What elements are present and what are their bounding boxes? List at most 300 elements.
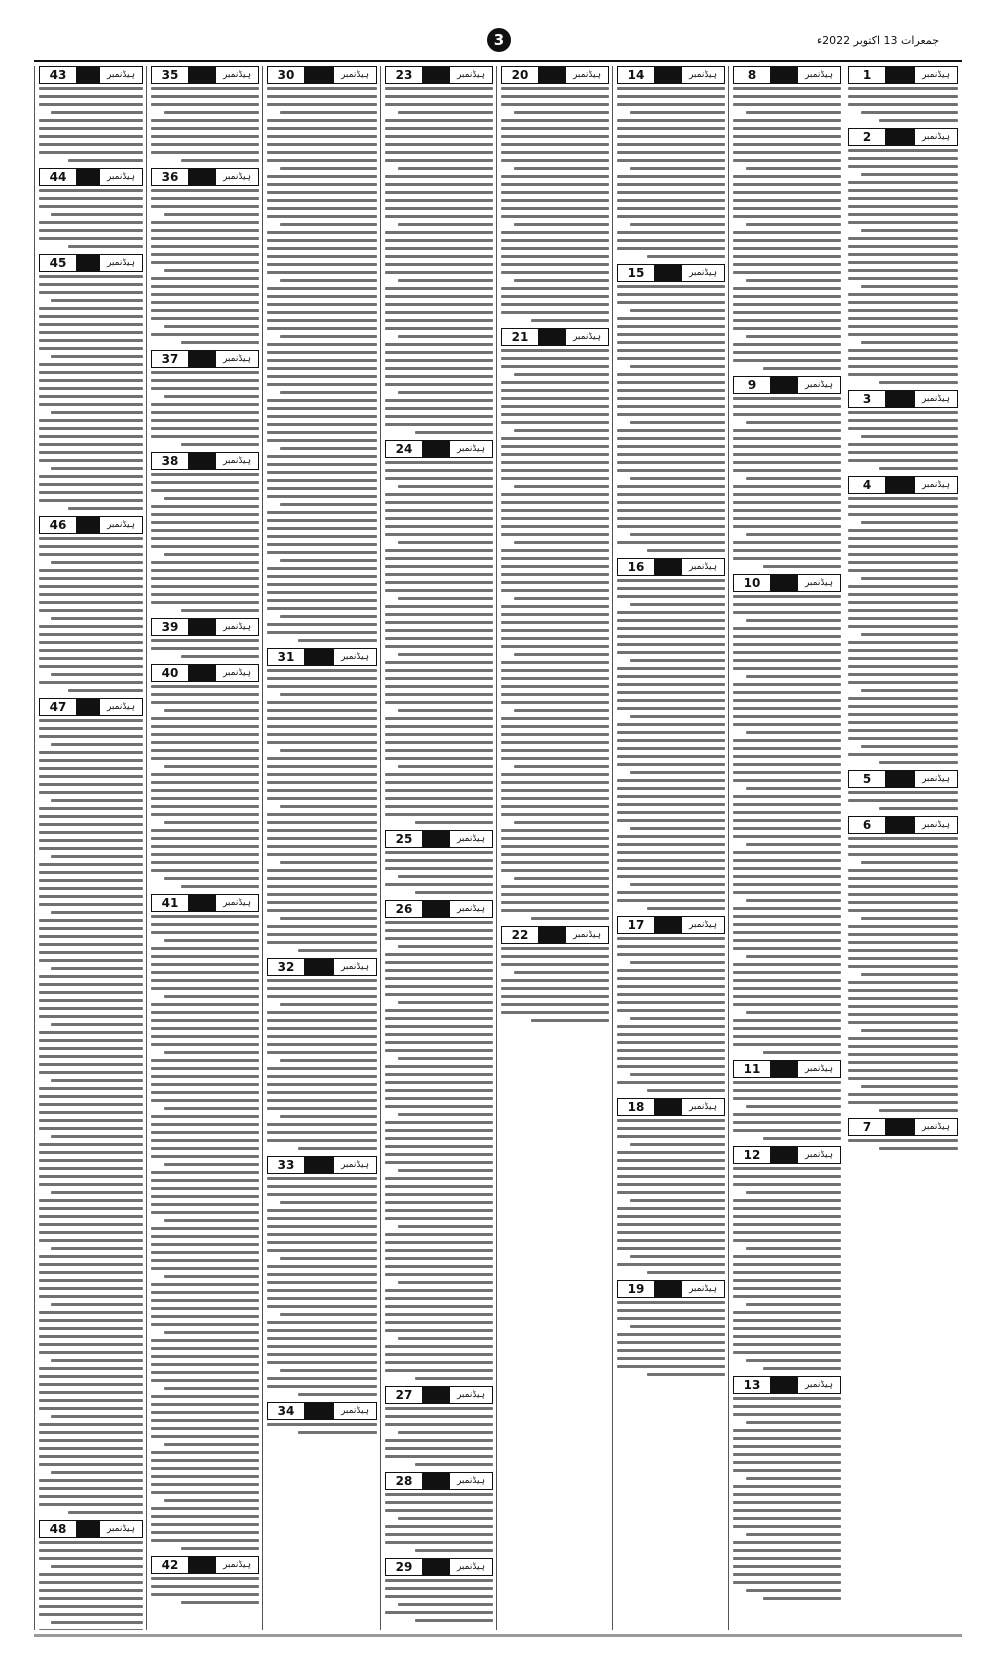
text-line [733, 1485, 841, 1488]
text-line [398, 653, 493, 656]
text-line [267, 1345, 377, 1348]
text-line [164, 877, 259, 880]
text-line [746, 223, 841, 226]
text-line [733, 603, 841, 606]
news-item-header [267, 648, 377, 666]
text-line [39, 1503, 143, 1506]
text-line [151, 1235, 259, 1238]
news-item[interactable] [267, 66, 377, 642]
text-line [501, 613, 609, 616]
text-line [151, 229, 259, 232]
text-line [298, 639, 377, 642]
text-line [630, 659, 725, 662]
text-line [514, 429, 609, 432]
text-line [267, 631, 377, 634]
item-number: 39 [152, 619, 189, 635]
text-line [848, 753, 958, 756]
text-line [267, 1067, 377, 1070]
text-line [267, 1209, 377, 1212]
text-line [501, 215, 609, 218]
text-line [267, 1131, 377, 1134]
news-item[interactable] [39, 516, 143, 692]
text-line [617, 977, 725, 980]
text-line [385, 1137, 493, 1140]
text-line [385, 1447, 493, 1450]
text-line [501, 493, 609, 496]
text-line [514, 653, 609, 656]
text-line [39, 307, 143, 310]
item-number: 20 [502, 67, 539, 83]
text-line [733, 1239, 841, 1242]
text-line [647, 255, 725, 258]
text-line [39, 553, 143, 556]
text-line [181, 885, 259, 888]
text-line [151, 1091, 259, 1094]
text-line [501, 397, 609, 400]
text-line [848, 95, 958, 98]
text-line [267, 439, 377, 442]
text-line [501, 845, 609, 848]
text-line [617, 803, 725, 806]
text-line [298, 1393, 377, 1396]
text-line [501, 405, 609, 408]
item-body-text [151, 685, 259, 888]
text-line [39, 275, 143, 278]
text-line [746, 167, 841, 170]
text-line [617, 651, 725, 654]
header-bar [655, 265, 681, 281]
news-item[interactable] [385, 1386, 493, 1466]
text-line [398, 945, 493, 948]
text-line [733, 947, 841, 950]
text-line [267, 623, 377, 626]
news-item[interactable] [733, 574, 841, 1054]
text-line [514, 111, 609, 114]
news-item[interactable] [501, 66, 609, 322]
item-number: 21 [502, 329, 539, 345]
news-item[interactable] [151, 894, 259, 1550]
news-item[interactable] [151, 618, 259, 658]
item-label: ہیڈنمبر [797, 575, 840, 591]
item-label: ہیڈنمبر [333, 649, 376, 665]
news-item-header [733, 376, 841, 394]
text-line [385, 1193, 493, 1196]
news-item[interactable] [733, 376, 841, 568]
text-line [501, 621, 609, 624]
header-bar [77, 1521, 99, 1537]
text-line [385, 605, 493, 608]
text-line [733, 683, 841, 686]
item-body-text [385, 461, 493, 824]
text-line [848, 609, 958, 612]
text-line [39, 221, 143, 224]
item-body-text [848, 497, 958, 764]
text-line [39, 935, 143, 938]
text-line [267, 191, 377, 194]
text-line [617, 587, 725, 590]
text-line [733, 931, 841, 934]
text-line [733, 1223, 841, 1226]
text-line [39, 339, 143, 342]
text-line [151, 505, 259, 508]
text-line [746, 1421, 841, 1424]
text-line [733, 651, 841, 654]
text-line [385, 725, 493, 728]
text-line [861, 1085, 958, 1088]
text-line [39, 657, 143, 660]
text-line [385, 311, 493, 314]
news-item[interactable] [151, 664, 259, 888]
text-line [385, 509, 493, 512]
text-line [151, 1259, 259, 1262]
text-line [746, 619, 841, 622]
text-line [151, 1115, 259, 1118]
text-line [647, 549, 725, 552]
text-line [267, 127, 377, 130]
text-line [617, 667, 725, 670]
text-line [39, 1327, 143, 1330]
text-line [733, 1231, 841, 1234]
news-item[interactable] [848, 816, 958, 1112]
text-line [39, 1487, 143, 1490]
text-line [617, 1057, 725, 1060]
text-line [848, 221, 958, 224]
news-item[interactable] [617, 916, 725, 1092]
text-line [848, 309, 958, 312]
text-line [385, 247, 493, 250]
item-number: 17 [618, 917, 655, 933]
news-item[interactable] [39, 698, 143, 1514]
news-item[interactable] [39, 168, 143, 248]
news-item[interactable] [733, 66, 841, 370]
news-item[interactable] [151, 168, 259, 344]
news-item[interactable] [733, 1146, 841, 1370]
news-item[interactable] [151, 1556, 259, 1604]
item-label: ہیڈنمبر [914, 129, 957, 145]
news-item[interactable] [617, 1098, 725, 1274]
text-line [267, 1249, 377, 1252]
news-item[interactable] [39, 254, 143, 510]
news-item[interactable] [501, 328, 609, 920]
item-body-text [733, 397, 841, 568]
news-item[interactable] [267, 1402, 377, 1434]
text-line [385, 1025, 493, 1028]
text-line [151, 1539, 259, 1542]
item-body-text [848, 411, 958, 470]
news-item[interactable] [385, 900, 493, 1380]
text-line [181, 1547, 259, 1550]
header-bar [539, 329, 565, 345]
item-label: ہیڈنمبر [449, 1559, 492, 1575]
text-line [617, 317, 725, 320]
item-label: ہیڈنمبر [797, 67, 840, 83]
text-line [630, 827, 725, 830]
text-line [39, 499, 143, 502]
text-line [151, 151, 259, 154]
text-line [39, 609, 143, 612]
text-line [617, 1127, 725, 1130]
text-line [733, 1541, 841, 1544]
text-line [848, 933, 958, 936]
text-line [617, 373, 725, 376]
text-line [151, 947, 259, 950]
text-line [385, 1329, 493, 1332]
text-line [879, 119, 958, 122]
text-line [733, 803, 841, 806]
item-body-text [267, 87, 377, 642]
news-item[interactable] [39, 66, 143, 162]
text-line [267, 1011, 377, 1014]
text-line [151, 1067, 259, 1070]
text-line [151, 1243, 259, 1246]
text-line [280, 861, 377, 864]
text-line [267, 207, 377, 210]
news-item[interactable] [267, 958, 377, 1150]
text-line [267, 591, 377, 594]
news-item[interactable] [39, 1520, 143, 1630]
text-line [514, 765, 609, 768]
news-item[interactable] [617, 264, 725, 552]
text-line [848, 909, 958, 912]
text-line [385, 207, 493, 210]
header-bar [77, 517, 99, 533]
text-line [151, 1339, 259, 1342]
header-bar [655, 67, 681, 83]
news-item[interactable] [385, 830, 493, 894]
text-line [267, 103, 377, 106]
text-line [733, 1183, 841, 1186]
text-line [39, 719, 143, 722]
text-line [733, 151, 841, 154]
text-line [267, 583, 377, 586]
item-number: 30 [268, 67, 305, 83]
text-line [68, 159, 143, 162]
text-line [879, 1147, 958, 1150]
text-line [164, 995, 259, 998]
item-label: ہیڈنمبر [914, 477, 957, 493]
text-line [39, 419, 143, 422]
news-item[interactable] [617, 558, 725, 910]
text-line [733, 907, 841, 910]
text-line [501, 183, 609, 186]
news-item[interactable] [385, 440, 493, 824]
text-line [39, 1015, 143, 1018]
text-line [848, 277, 958, 280]
text-line [617, 699, 725, 702]
header-bar [771, 1147, 797, 1163]
news-item[interactable] [385, 66, 493, 434]
text-line [267, 677, 377, 680]
header-bar [655, 1099, 681, 1115]
text-line [763, 565, 841, 568]
text-line [151, 561, 259, 564]
news-item[interactable] [617, 1280, 725, 1376]
text-line [151, 1155, 259, 1158]
text-line [151, 757, 259, 760]
item-body-text [385, 851, 493, 894]
text-line [733, 87, 841, 90]
text-line [267, 575, 377, 578]
text-line [151, 1171, 259, 1174]
header-bar [189, 619, 215, 635]
text-line [848, 459, 958, 462]
news-item[interactable] [385, 1558, 493, 1622]
text-line [39, 625, 143, 628]
item-number: 8 [734, 67, 771, 83]
text-line [39, 1143, 143, 1146]
text-line [501, 869, 609, 872]
text-line [848, 301, 958, 304]
text-line [733, 319, 841, 322]
text-line [151, 521, 259, 524]
text-line [151, 813, 259, 816]
text-line [848, 869, 958, 872]
text-line [39, 1095, 143, 1098]
item-number: 3 [849, 391, 886, 407]
text-line [617, 619, 725, 622]
news-item[interactable] [501, 926, 609, 1022]
news-item[interactable] [151, 350, 259, 446]
text-line [385, 327, 493, 330]
text-line [267, 813, 377, 816]
text-line [267, 95, 377, 98]
text-line [617, 231, 725, 234]
text-line [385, 1353, 493, 1356]
text-line [267, 511, 377, 514]
news-item[interactable] [385, 1472, 493, 1552]
text-line [617, 183, 725, 186]
text-line [151, 717, 259, 720]
text-line [617, 867, 725, 870]
text-line [151, 1131, 259, 1134]
text-line [385, 565, 493, 568]
text-line [151, 1419, 259, 1422]
item-body-text [848, 87, 958, 122]
text-line [398, 1225, 493, 1228]
item-label: ہیڈنمبر [914, 391, 957, 407]
item-label: ہیڈنمبر [215, 895, 258, 911]
text-line [151, 529, 259, 532]
text-line [733, 1581, 841, 1584]
text-line [164, 1219, 259, 1222]
text-line [733, 1565, 841, 1568]
text-line [164, 269, 259, 272]
text-line [164, 1387, 259, 1390]
text-line [630, 961, 725, 964]
text-line [501, 349, 609, 352]
text-line [385, 1369, 493, 1372]
text-line [398, 709, 493, 712]
text-line [617, 493, 725, 496]
news-item[interactable] [151, 452, 259, 612]
text-line [267, 877, 377, 880]
text-line [39, 1541, 143, 1544]
header-bar [539, 927, 565, 943]
header-bar [305, 67, 333, 83]
item-body-text [848, 149, 958, 384]
news-item[interactable] [733, 1060, 841, 1140]
text-line [514, 223, 609, 226]
text-line [617, 1263, 725, 1266]
header-bar [189, 895, 215, 911]
text-line [385, 859, 493, 862]
text-line [385, 1201, 493, 1204]
text-line [848, 237, 958, 240]
text-line [39, 1111, 143, 1114]
text-line [501, 963, 609, 966]
text-line [267, 1035, 377, 1038]
text-line [746, 335, 841, 338]
text-line [398, 1337, 493, 1340]
item-body-text [617, 937, 725, 1092]
text-line [385, 351, 493, 354]
item-body-text [151, 915, 259, 1550]
text-line [848, 197, 958, 200]
item-number: 29 [386, 1559, 423, 1575]
text-line [385, 1361, 493, 1364]
text-line [164, 1275, 259, 1278]
text-line [39, 1119, 143, 1122]
text-line [39, 1335, 143, 1338]
text-line [280, 1115, 377, 1118]
news-item[interactable] [848, 390, 958, 470]
text-line [164, 1499, 259, 1502]
news-item[interactable] [848, 128, 958, 384]
text-line [280, 805, 377, 808]
news-item-header [385, 66, 493, 84]
text-line [848, 365, 958, 368]
text-line [617, 1033, 725, 1036]
header-bar [886, 1119, 914, 1135]
news-item[interactable] [848, 66, 958, 122]
text-line [151, 1411, 259, 1414]
item-body-text [733, 1081, 841, 1140]
news-item-header [39, 66, 143, 84]
text-line [848, 1139, 958, 1142]
item-body-text [848, 837, 958, 1112]
text-line [181, 1601, 259, 1604]
news-item[interactable] [848, 1118, 958, 1150]
news-item[interactable] [617, 66, 725, 258]
text-line [733, 255, 841, 258]
news-item[interactable] [267, 648, 377, 952]
text-line [385, 733, 493, 736]
item-body-text [267, 669, 377, 952]
text-line [848, 799, 958, 802]
news-item[interactable] [848, 770, 958, 810]
text-line [385, 127, 493, 130]
text-line [267, 479, 377, 482]
text-line [514, 597, 609, 600]
news-item[interactable] [151, 66, 259, 162]
text-line [267, 375, 377, 378]
text-line [151, 1267, 259, 1270]
news-item[interactable] [733, 1376, 841, 1600]
news-item[interactable] [267, 1156, 377, 1396]
text-line [630, 603, 725, 606]
text-line [617, 859, 725, 862]
text-line [848, 419, 958, 422]
text-line [39, 807, 143, 810]
text-line [746, 843, 841, 846]
text-line [514, 877, 609, 880]
news-item-header [733, 1146, 841, 1164]
text-line [385, 1145, 493, 1148]
text-line [501, 995, 609, 998]
news-item[interactable] [848, 476, 958, 764]
text-line [39, 1311, 143, 1314]
item-label: ہیڈنمبر [914, 67, 957, 83]
